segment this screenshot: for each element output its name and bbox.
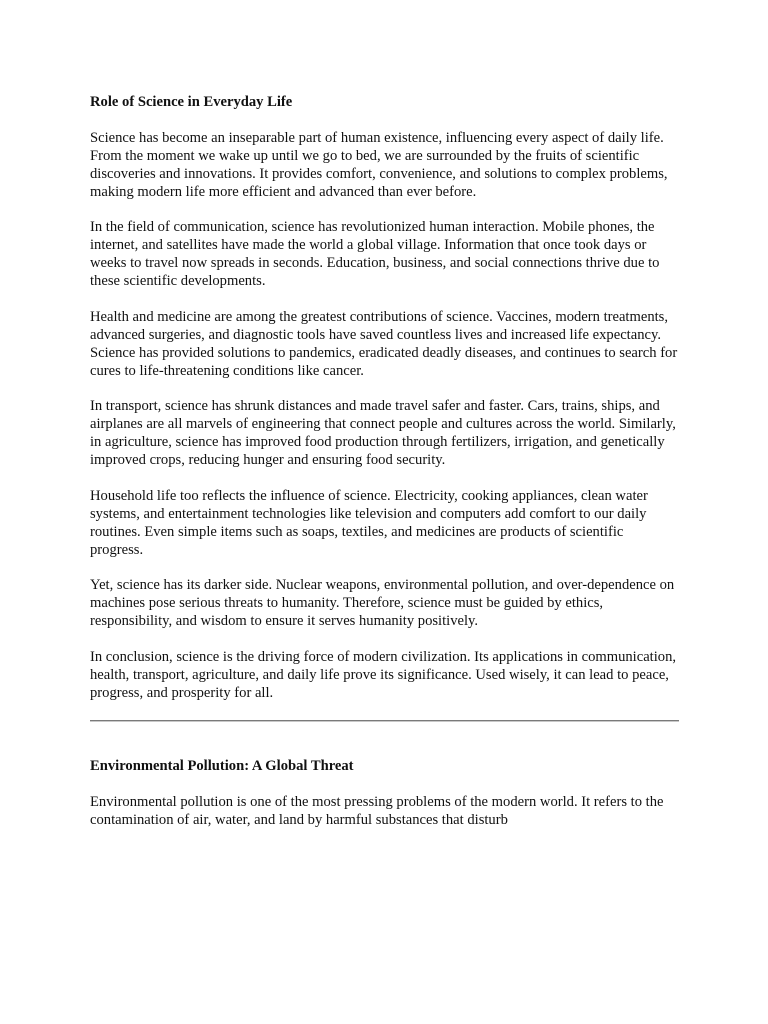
- essay-title: Environmental Pollution: A Global Threat: [90, 758, 354, 774]
- paragraph: Household life too reflects the influence of science. Electricity, cooking appliances, clean water systems, and entertainment technologies like television and computers add comfort to our daily routines. Even simple items such as soaps, textiles, and medicines are products of scientific progress.: [90, 487, 648, 558]
- essay-title: Role of Science in Everyday Life: [90, 94, 293, 110]
- paragraph: Environmental pollution is one of the most pressing problems of the modern world. It refers to the contamination of air, water, and land by harmful substances that disturb: [90, 793, 664, 828]
- paragraph: Health and medicine are among the greatest contributions of science. Vaccines, modern treatments, advanced surgeries, and diagnostic tools have saved countless lives and increased life expectancy. Science has provided solutions to pandemics, eradicated deadly diseases, and continues to search for cures to life-threatening conditions like cancer.: [90, 308, 678, 379]
- paragraph: Yet, science has its darker side. Nuclear weapons, environmental pollution, and over-dependence on machines pose serious threats to humanity. Therefore, science must be guided by ethics, responsibility, and wisdom to ensure it serves humanity positively.: [90, 577, 675, 630]
- section-divider: [90, 720, 679, 722]
- paragraph: In the field of communication, science has revolutionized human interaction. Mobile phones, the internet, and satellites have made the world a global village. Information that once took days or weeks to travel now spreads in seconds. Education, business, and social connections thrive due to these scientific developments.: [90, 219, 660, 290]
- essay-section-pollution: [90, 758, 680, 848]
- paragraph: Science has become an inseparable part of human existence, influencing every aspect of daily life. From the moment we wake up until we go to bed, we are surrounded by the fruits of scientific discoveries and innovations. It provides comfort, convenience, and solutions to complex problems, making modern life more efficient and advanced than ever before.: [90, 129, 668, 200]
- essay-section-science: [90, 94, 680, 721]
- section-divider-wrap: [90, 720, 680, 722]
- paragraph: In transport, science has shrunk distances and made travel safer and faster. Cars, trains, ships, and airplanes are all marvels of engineering that connect people and cultures across the world. Similarly, in agriculture, science has improved food production through fertilizers, irrigation, and genetically improved crops, reducing hunger and ensuring food security.: [90, 398, 676, 469]
- paragraph: In conclusion, science is the driving force of modern civilization. Its applications in communication, health, transport, agriculture, and daily life prove its significance. Used wisely, it can lead to peace, progress, and prosperity for all.: [90, 648, 677, 701]
